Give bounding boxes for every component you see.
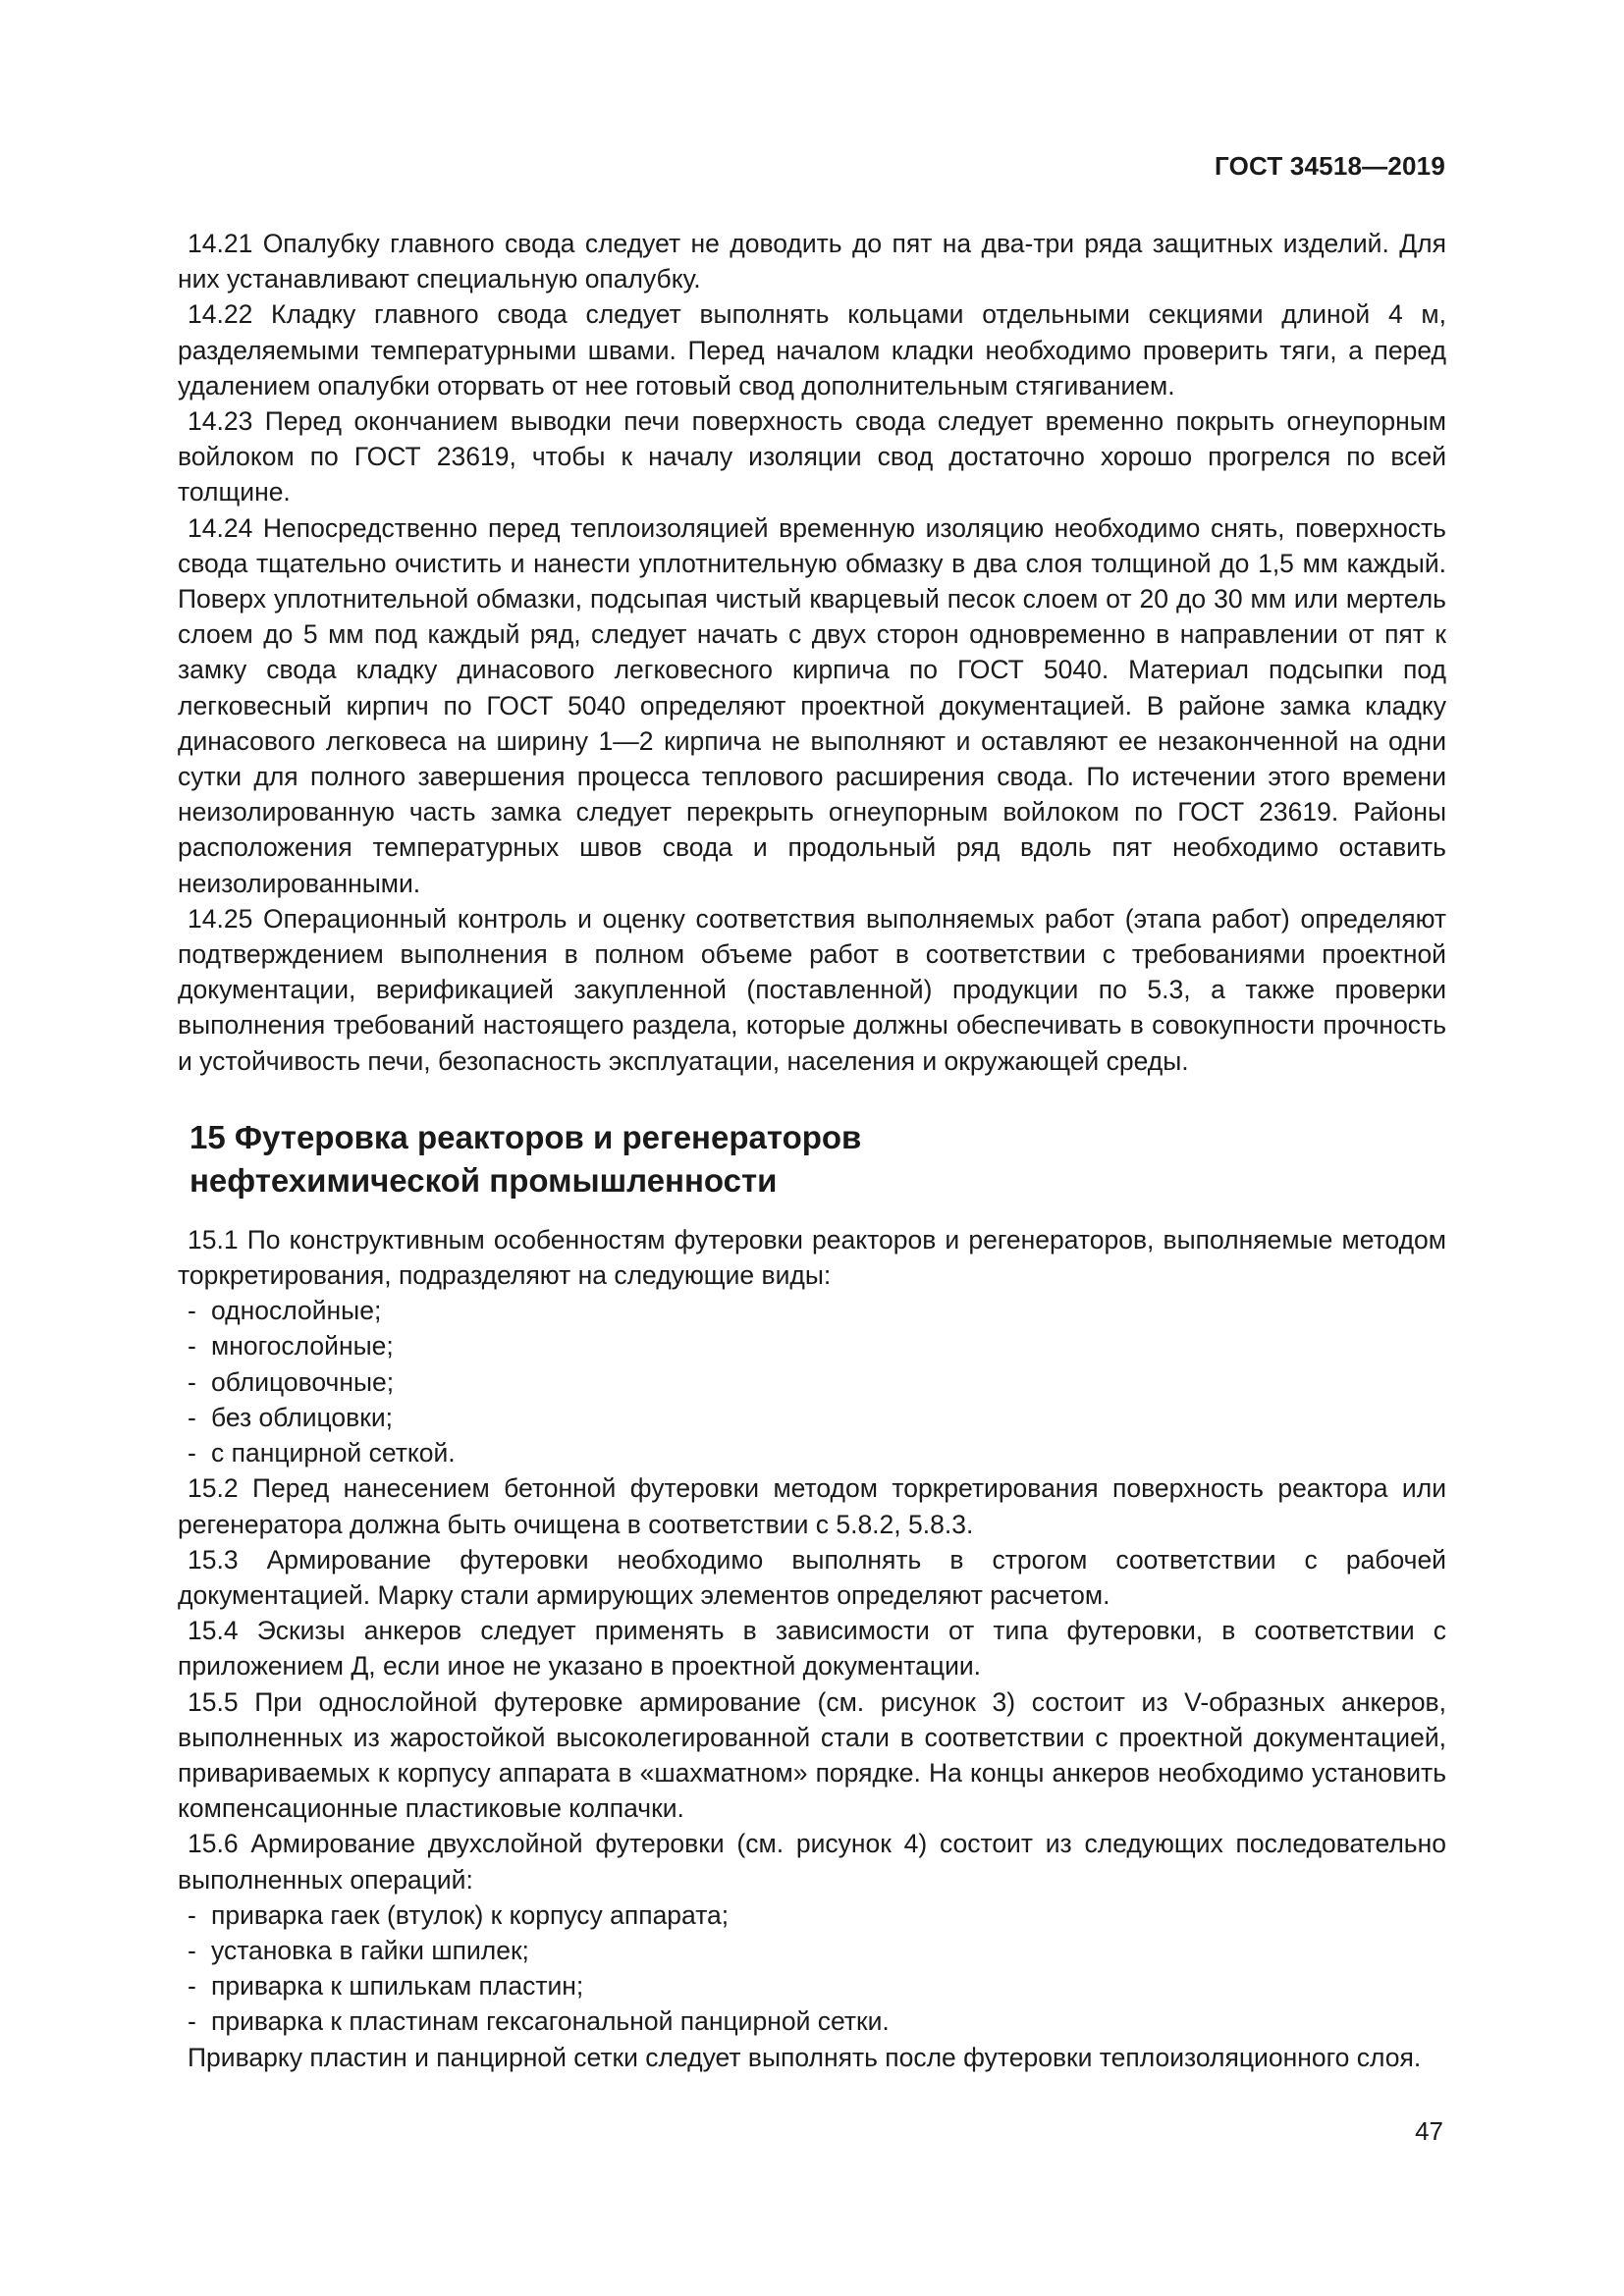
list-item-text: без облицовки; bbox=[211, 1402, 393, 1432]
paragraph-14-25: 14.25 Операционный контроль и оценку соответствия выполняемых работ (этапа работ) определяют подтверждением выполнения в полном объеме работ в соответствии с требованиями проектной документации, верификацией закупленной (поставленной) продукции по 5.3, а также проверки выполнения требований настоящего раздела, которые должны обеспечивать в совокупности прочность и устойчивость печи, безопасность эксплуатации, населения и окружающей среды. bbox=[178, 903, 1446, 1076]
paragraph-14-24: 14.24 Непосредственно перед теплоизоляцией временную изоляцию необходимо снять, поверхность свода тщательно очистить и нанести уплотнительную обмазку в два слоя толщиной до 1,5 мм каждый. Поверх уплотнительной обмазки, подсыпая чистый кварцевый песок слоем от 20 до 30 мм или мертель слоем до 5 мм под каждый ряд, следует начать с двух сторон одновременно в направлении от пят к замку свода кладку динасового легковесного кирпича по ГОСТ 5040. Материал подсыпки под легковесный кирпич по ГОСТ 5040 определяют проектной документацией. В районе замка кладку динасового легковеса на ширину 1—2 кирпича не выполняют и оставляют ее незаконченной на одни сутки для полного завершения процесса теплового расширения свода. По истечении этого времени неизолированную часть замка следует перекрыть огнеупорным войлоком по ГОСТ 23619. Районы расположения температурных швов свода и продольный ряд вдоль пят необходимо оставить неизолированными. bbox=[178, 512, 1446, 898]
list-item-text: многослойные; bbox=[211, 1331, 394, 1362]
paragraph-14-23: 14.23 Перед окончанием выводки печи поверхность свода следует временно покрыть огнеупорным войлоком по ГОСТ 23619, чтобы к началу изоляции свод достаточно хорошо прогрелся по всей толщине. bbox=[178, 406, 1446, 507]
paragraph-15-5: 15.5 При однослойной футеровке армирование (см. рисунок 3) состоит из V-образных анкеров, выполненных из жаростойкой высоколегированной стали в соответствии с проектной документацией, привариваемых к корпусу аппарата в «шахматном» порядке. На концы анкеров необходимо установить компенсационные пластиковые колпачки. bbox=[178, 1686, 1446, 1824]
list-item bbox=[188, 1968, 1446, 2003]
list-dash: - bbox=[188, 1296, 196, 1326]
section-15-title-line2: нефтехимической промышленности bbox=[189, 1161, 778, 1199]
paragraph-15-6: 15.6 Армирование двухслойной футеровки (см. рисунок 4) состоит из следующих последовательно выполненных операций: bbox=[178, 1829, 1446, 1895]
section-15-title-line1: 15 Футеровка реакторов и регенераторов bbox=[189, 1118, 862, 1155]
list-dash: - bbox=[188, 1438, 196, 1468]
page-content bbox=[178, 226, 1446, 2075]
paragraph-14-21: 14.21 Опалубку главного свода следует не доводить до пят на два-три ряда защитных изделий. Для них устанавливают специальную опалубку. bbox=[178, 229, 1446, 294]
list-dash: - bbox=[188, 1935, 196, 1965]
list-item-text: приварка к шпилькам пластин; bbox=[211, 1971, 584, 2002]
list-item bbox=[188, 2003, 1446, 2039]
list-item-text: установка в гайки шпилек; bbox=[211, 1935, 529, 1965]
paragraph-15-3: 15.3 Армирование футеровки необходимо выполнять в строгом соответствии с рабочей документацией. Марку стали армирующих элементов определяют расчетом. bbox=[178, 1544, 1446, 1610]
list-dash: - bbox=[188, 1971, 196, 2002]
list-dash: - bbox=[188, 1331, 196, 1362]
list-item bbox=[188, 1435, 1446, 1470]
list-dash: - bbox=[188, 1366, 196, 1397]
list-item bbox=[188, 1400, 1446, 1435]
list-15-6 bbox=[178, 1897, 1446, 2040]
running-header: ГОСТ 34518—2019 bbox=[1215, 151, 1445, 181]
page-number: 47 bbox=[1415, 2116, 1443, 2146]
list-dash: - bbox=[188, 2006, 196, 2037]
list-15-1 bbox=[178, 1293, 1446, 1470]
list-dash: - bbox=[188, 1402, 196, 1432]
list-item-text: приварка гаек (втулок) к корпусу аппарата; bbox=[211, 1899, 730, 1930]
list-item bbox=[188, 1328, 1446, 1363]
list-item bbox=[188, 1897, 1446, 1933]
paragraph-15-2: 15.2 Перед нанесением бетонной футеровки методом торкретирования поверхность реактора или регенератора должна быть очищена в соответствии с 5.8.2, 5.8.3. bbox=[178, 1473, 1446, 1539]
list-item-text: однослойные; bbox=[211, 1296, 382, 1326]
paragraph-final: Приварку пластин и панцирной сетки следует выполнять после футеровки теплоизоляционного слоя. bbox=[188, 2042, 1422, 2072]
paragraph-15-4: 15.4 Эскизы анкеров следует применять в зависимости от типа футеровки, в соответствии с приложением Д, если иное не указано в проектной документации. bbox=[178, 1616, 1446, 1682]
list-item bbox=[188, 1293, 1446, 1328]
list-dash: - bbox=[188, 1899, 196, 1930]
section-15-title bbox=[188, 1116, 1446, 1202]
paragraph-15-1: 15.1 По конструктивным особенностям футеровки реакторов и регенераторов, выполняемые методом торкретирования, подразделяют на следующие виды: bbox=[178, 1224, 1446, 1291]
list-item-text: облицовочные; bbox=[211, 1366, 395, 1397]
list-item-text: с панцирной сеткой. bbox=[211, 1438, 456, 1468]
paragraph-14-22: 14.22 Кладку главного свода следует выполнять кольцами отдельными секциями длиной 4 м, разделяемыми температурными швами. Перед началом кладки необходимо проверить тяги, а перед удалением опалубки оторвать от нее готовый свод дополнительным стягиванием. bbox=[178, 299, 1446, 400]
list-item bbox=[188, 1933, 1446, 1968]
list-item-text: приварка к пластинам гексагональной панцирной сетки. bbox=[211, 2006, 890, 2037]
list-item bbox=[188, 1364, 1446, 1400]
